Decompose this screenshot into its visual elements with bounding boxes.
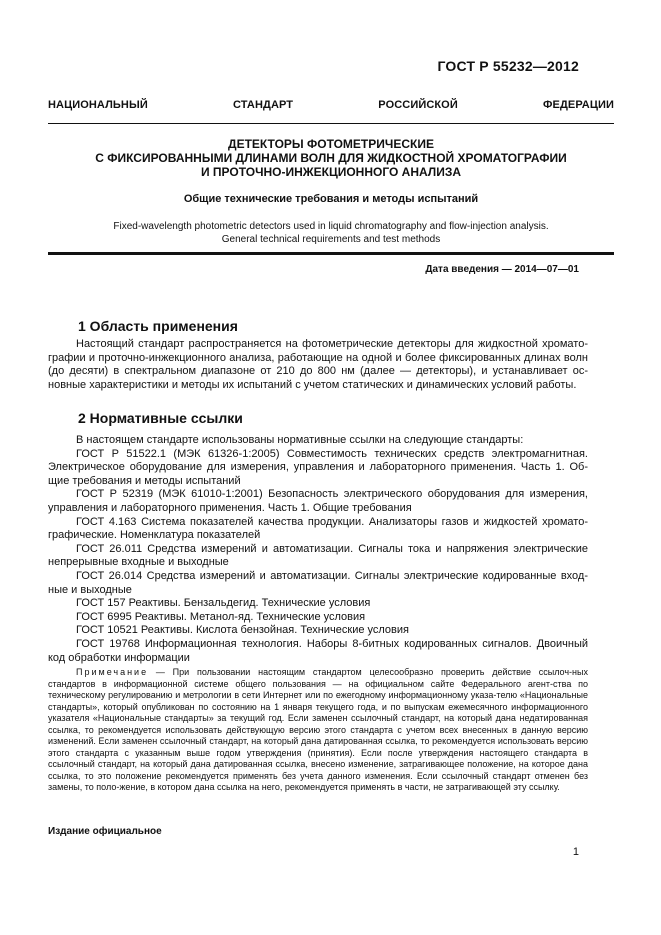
title-line-2: С ФИКСИРОВАННЫМИ ДЛИНАМИ ВОЛН ДЛЯ ЖИДКОСТНОЙ ХРОМАТОГРАФИИ: [95, 151, 567, 165]
references-intro: В настоящем стандарте использованы нормативные ссылки на следующие стандарты:: [76, 434, 524, 446]
section-2-heading: 2 Нормативные ссылки: [78, 410, 243, 426]
page-number: 1: [572, 846, 579, 858]
reference-item: ГОСТ Р 51522.1 (МЭК 61326-1:2005) Совместимость технических средств электромагнитная. Электрическое оборудование для измерения, управления и лабораторного применения. Часть 1. Об-щие требования и методы испытаний: [48, 447, 588, 487]
title-line-1: ДЕТЕКТОРЫ ФОТОМЕТРИЧЕСКИЕ: [228, 137, 434, 151]
reference-item: ГОСТ 26.011 Средства измерений и автоматизации. Сигналы тока и напряжения электрические непрерывные входные и выходные: [48, 542, 588, 569]
note-label: Примечание: [76, 667, 149, 677]
reference-item: ГОСТ 26.014 Средства измерений и автоматизации. Сигналы электрические кодированные вход-ные и выходные: [48, 569, 588, 596]
english-title-line-1: Fixed-wavelength photometric detectors used in liquid chromatography and flow-injection analysis.: [113, 221, 549, 232]
reference-item: ГОСТ 19768 Информационная технология. Наборы 8-битных кодированных сигналов. Двоичный код обработки информации: [48, 637, 588, 664]
document-code: ГОСТ Р 55232—2012: [437, 58, 579, 74]
official-edition-label: Издание официальное: [48, 826, 162, 837]
title-line-3: И ПРОТОЧНО-ИНЖЕКЦИОННОГО АНАЛИЗА: [200, 165, 462, 179]
reference-item: ГОСТ 6995 Реактивы. Метанол-яд. Технические условия: [76, 610, 366, 623]
document-title: [48, 137, 614, 179]
note: [48, 667, 588, 794]
reference-item: ГОСТ 10521 Реактивы. Кислота бензойная. Технические условия: [76, 624, 409, 637]
english-title-line-2: General technical requirements and test methods: [221, 234, 441, 245]
section-1-heading: 1 Область применения: [78, 318, 238, 334]
title-rule: [48, 252, 614, 255]
english-title: [48, 220, 614, 246]
introduction-date: Дата введения — 2014—07—01: [425, 264, 579, 275]
section-1-text: Настоящий стандарт распространяется на фотометрические детекторы для жидкостной хромато-графии и проточно-инжекционного анализа, работающие на одной и более фиксированных длинах волн (до десяти) в спектральном диапазоне от 210 до 800 нм (далее — детекторы), и устанавливает ос-новные характеристики и методы их испытаний с учетом статических и динамических условий работы.: [48, 338, 588, 391]
national-standard-heading: НАЦИОНАЛЬНЫЙ СТАНДАРТ РОССИЙСКОЙ ФЕДЕРАЦИИ: [48, 99, 614, 111]
normative-references: [48, 434, 588, 665]
reference-item: ГОСТ Р 52319 (МЭК 61010-1:2001) Безопасность электрического оборудования для измерения, управления и лабораторного применения. Часть 1. Общие требования: [48, 488, 588, 514]
reference-item: ГОСТ 157 Реактивы. Бензальдегид. Технические условия: [76, 597, 371, 610]
document-subtitle: Общие технические требования и методы испытаний: [183, 193, 479, 205]
header-rule: [48, 123, 614, 124]
note-text: — При пользовании настоящим стандартом целесообразно проверить действие ссылоч-ных стандартов в информационной системе общего пользования — на официальном сайте Федерального агент-ства по техническому регулированию и метрологии в сети Интернет или по ежегодному информационному указа-телю «Национальные стандарты», который опубликован по состоянию на 1 января текущего года, и по выпускам ежемесячного информационного указателя «Национальные стандарты» за текущий год. Если заменен ссылочный стандарт, на который дана недатированная ссылка, то рекомендуется использовать действующую версию этого стандарта с учетом всех внесенных в данную версию изменений. Если заменен ссылочный стандарт, на который дана датированная ссылка, то рекомендуется использовать версию этого стандарта с указанным выше годом утверждения (принятия). Если после утверждения настоящего стандарта в ссылочный стандарт, на который дана датированная ссылка, внесено изменение, затрагивающее положение, на которое дана ссылка, то это положение рекомендуется применять без учета данного изменения. Если ссылочный стандарт отменен без замены, то поло-жение, в котором дана ссылка на него, рекомендуется применять в части, не затрагивающей эту ссылку.: [48, 667, 588, 792]
reference-item: ГОСТ 4.163 Система показателей качества продукции. Анализаторы газов и жидкостей хромато-графические. Номенклатура показателей: [48, 515, 588, 542]
